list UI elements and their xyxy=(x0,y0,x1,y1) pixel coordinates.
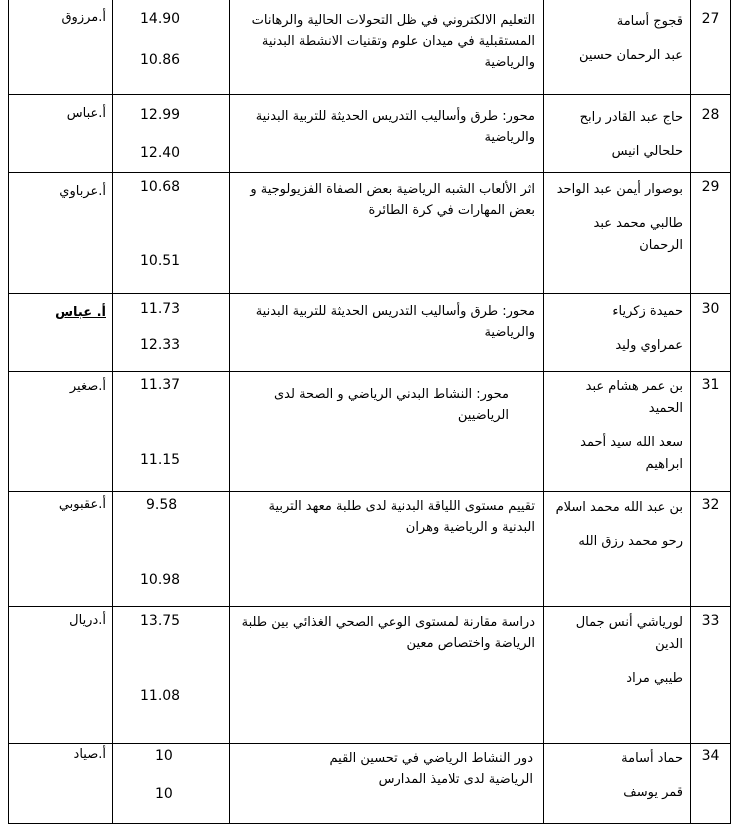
number-cell xyxy=(691,294,731,372)
supervisor-cell xyxy=(9,372,113,492)
grade-1: 11.37 xyxy=(140,377,181,393)
topic-text: تقييم مستوى اللياقة البدنية لدى طلبة معهد التربية البدنية و الرياضية وهران xyxy=(268,499,535,535)
table-row xyxy=(9,607,731,744)
grade-1: 11.73 xyxy=(140,301,181,317)
table-row xyxy=(9,173,731,294)
supervisor-name: أ.مرزوق xyxy=(61,10,106,25)
supervisor-cell xyxy=(9,294,113,372)
table-row xyxy=(9,294,731,372)
topic-cell xyxy=(230,0,544,95)
topic-text: دور النشاط الرياضي في تحسين القيم الرياضية لدى تلاميذ المدارس xyxy=(329,751,533,787)
supervisor-name: أ.صغير xyxy=(69,379,106,394)
row-number: 29 xyxy=(701,179,720,195)
students-cell xyxy=(544,173,691,294)
student-name-1: بوصوار أيمن عبد الواحد xyxy=(556,182,683,197)
student-name-2: عبد الرحمان حسين xyxy=(578,48,683,63)
student-name-1: بن عبد الله محمد اسلام xyxy=(555,500,683,515)
student-name-1: حماد أسامة xyxy=(621,751,683,766)
topic-cell xyxy=(230,607,544,744)
student-name-2: رحو محمد رزق الله xyxy=(578,534,683,549)
row-number: 31 xyxy=(701,377,720,393)
topic-cell xyxy=(230,492,544,607)
student-name-1: حاج عبد القادر رابح xyxy=(579,110,683,125)
supervisor-name: أ.عباس xyxy=(66,106,106,121)
supervisor-name: أ.دريال xyxy=(69,613,106,628)
student-name-1: بن عمر هشام عبد الحميد xyxy=(585,379,683,416)
student-name-2: طالبي محمد عبد الرحمان xyxy=(593,216,683,253)
grades-cell xyxy=(113,607,230,744)
row-number: 27 xyxy=(701,11,720,27)
grade-2: 11.15 xyxy=(140,452,181,468)
number-cell xyxy=(691,492,731,607)
grades-cell xyxy=(113,744,230,824)
student-name-2: قمر يوسف xyxy=(623,785,683,800)
number-cell xyxy=(691,173,731,294)
students-cell xyxy=(544,372,691,492)
students-cell xyxy=(544,744,691,824)
supervisor-name: أ.صياد xyxy=(73,747,106,762)
student-name-2: سعد الله سيد أحمد ابراهيم xyxy=(580,435,683,472)
supervisor-name: أ. عباس xyxy=(55,305,106,320)
students-cell xyxy=(544,607,691,744)
table-row xyxy=(9,744,731,824)
topic-text: محور: طرق وأساليب التدريس الحديثة للتربية البدنية والرياضية xyxy=(255,109,535,145)
grade-2: 10 xyxy=(155,786,173,802)
supervisor-cell xyxy=(9,173,113,294)
row-number: 28 xyxy=(701,107,720,123)
topic-text: التعليم الالكتروني في ظل التحولات الحالية والرهانات المستقبلية في ميدان علوم وتقنيات الانشطة البدنية والرياضية xyxy=(251,13,535,70)
row-number: 30 xyxy=(701,301,720,317)
grade-2: 10.98 xyxy=(140,572,181,588)
grade-1: 13.75 xyxy=(140,613,181,629)
grade-2: 10.51 xyxy=(140,253,181,269)
supervisor-cell xyxy=(9,744,113,824)
supervisor-cell xyxy=(9,607,113,744)
grade-1: 12.99 xyxy=(140,107,181,123)
supervisor-name: أ.عرباوي xyxy=(59,184,106,199)
grades-cell xyxy=(113,492,230,607)
student-name-2: حلحالي انيس xyxy=(611,144,683,159)
row-number: 32 xyxy=(701,497,720,513)
grade-2: 12.40 xyxy=(140,145,181,161)
number-cell xyxy=(691,0,731,95)
topic-cell xyxy=(230,372,544,492)
students-cell xyxy=(544,294,691,372)
students-cell xyxy=(544,0,691,95)
row-number: 33 xyxy=(701,613,720,629)
topic-text: دراسة مقارنة لمستوى الوعي الصحي الغذائي بين طلبة الرياضة واختصاص معين xyxy=(241,615,535,651)
table-row xyxy=(9,372,731,492)
grades-cell xyxy=(113,0,230,95)
supervisor-cell xyxy=(9,492,113,607)
grade-1: 9.58 xyxy=(146,497,178,513)
number-cell xyxy=(691,607,731,744)
topic-text: اثر الألعاب الشبه الرياضية بعض الصفاة الفزيولوجية و بعض المهارات في كرة الطائرة xyxy=(250,182,535,218)
table-row xyxy=(9,95,731,173)
topic-cell xyxy=(230,744,544,824)
student-name-1: قجوج أسامة xyxy=(616,14,683,29)
table-row xyxy=(9,492,731,607)
grade-1: 10.68 xyxy=(140,179,181,195)
row-number: 34 xyxy=(701,748,720,764)
students-cell xyxy=(544,492,691,607)
grade-2: 10.86 xyxy=(140,52,181,68)
topic-cell xyxy=(230,173,544,294)
supervisor-cell xyxy=(9,95,113,173)
student-name-1: لورياشي أنس جمال الدين xyxy=(575,615,683,652)
grades-cell xyxy=(113,95,230,173)
topic-cell xyxy=(230,95,544,173)
grades-cell xyxy=(113,173,230,294)
grades-cell xyxy=(113,294,230,372)
supervisor-cell xyxy=(9,0,113,95)
number-cell xyxy=(691,95,731,173)
topic-cell xyxy=(230,294,544,372)
grade-1: 10 xyxy=(155,748,173,764)
grade-2: 12.33 xyxy=(140,337,181,353)
supervisor-name: أ.عقبوبي xyxy=(58,497,106,512)
student-name-2: طيبي مراد xyxy=(626,671,683,686)
number-cell xyxy=(691,744,731,824)
student-name-2: عمراوي وليد xyxy=(615,338,683,353)
number-cell xyxy=(691,372,731,492)
students-cell xyxy=(544,95,691,173)
topic-text: محور: النشاط البدني الرياضي و الصحة لدى الرياضيين xyxy=(273,387,509,423)
student-name-1: حميدة زكرياء xyxy=(612,304,683,319)
grade-2: 11.08 xyxy=(140,688,181,704)
topic-text: محور: طرق وأساليب التدريس الحديثة للتربية البدنية والرياضية xyxy=(255,304,535,340)
results-table xyxy=(8,0,731,824)
grade-1: 14.90 xyxy=(140,11,181,27)
table-row xyxy=(9,0,731,95)
grades-cell xyxy=(113,372,230,492)
